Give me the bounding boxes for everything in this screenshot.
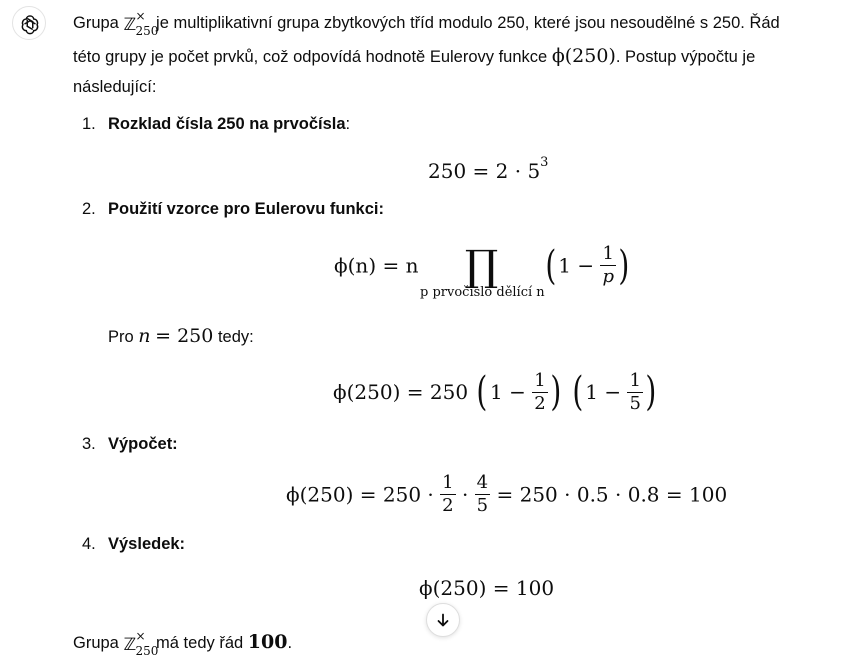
eq-text: ϕ(n) = n (334, 253, 419, 278)
left-paren: ( (544, 242, 556, 289)
fraction (627, 370, 642, 415)
inline-math: ϕ(250) (551, 45, 616, 67)
frac-num: 1 (534, 369, 546, 391)
eq-text: ϕ(250) = 250 · (286, 482, 434, 507)
step-number: 1. (82, 115, 96, 133)
equation-phi-250 (333, 369, 659, 415)
conclusion-value: 100 (247, 631, 288, 653)
step-heading: Výpočet: (108, 435, 178, 453)
frac-den: p (602, 266, 614, 287)
intro-text: . Postup výpočtu je (615, 48, 756, 66)
group-symbol (123, 629, 159, 658)
pro-text: tedy: (217, 328, 254, 346)
right-paren: ) (618, 242, 630, 289)
equation-euler-formula (334, 241, 632, 290)
conclusion-text: . (287, 634, 293, 652)
group-symbol (123, 9, 159, 38)
eq-text: = 250 · 0.5 · 0.8 = 100 (496, 482, 728, 507)
frac-den: 2 (442, 495, 454, 516)
intro-line-2 (73, 42, 755, 72)
group-base: ℤ (123, 635, 137, 655)
scroll-down-button[interactable] (426, 603, 460, 637)
right-paren: ) (645, 369, 657, 415)
fraction (475, 472, 490, 517)
eq-text: 1 − (558, 253, 595, 278)
fraction (440, 472, 455, 517)
intro-line-1 (73, 9, 780, 38)
frac-num: 1 (442, 472, 454, 493)
equation-computation (286, 472, 727, 517)
eq-text: 250 = 2 · 5 (428, 159, 541, 183)
left-paren: ( (571, 369, 583, 415)
pro-text: Pro (108, 328, 134, 346)
pro-line (108, 322, 254, 352)
intro-line-3: následující: (73, 78, 157, 96)
group-sub: 250 (135, 644, 159, 658)
right-paren: ) (550, 369, 561, 415)
fraction (532, 370, 547, 415)
eq-text: 1 − (490, 380, 526, 404)
intro-text: je multiplikativní grupa zbytkových tříd modulo 250, které jsou nesoudělné s 250. Řád (156, 14, 780, 32)
frac-den: 2 (534, 392, 546, 414)
eq-text: 1 − (585, 380, 622, 404)
step-heading (108, 115, 350, 134)
eq-text: ϕ(250) = 250 (333, 380, 469, 404)
step-number: 2. (82, 200, 96, 218)
arrow-down-icon (435, 612, 451, 628)
step-heading: Výsledek: (108, 535, 186, 553)
group-sub: 250 (135, 24, 159, 38)
left-paren: ( (476, 369, 488, 415)
conclusion-text: Grupa (73, 634, 119, 652)
step-number: 4. (82, 535, 96, 553)
step-heading-suffix: : (345, 115, 351, 133)
conclusion-text: má tedy řád (156, 634, 244, 652)
assistant-avatar (12, 6, 46, 40)
frac-den: 5 (629, 392, 641, 414)
fraction (600, 243, 616, 288)
equation-factorization (428, 155, 549, 183)
step-heading: Použití vzorce pro Eulerovu funkci: (108, 200, 384, 218)
product-symbol: ∏ (464, 241, 499, 290)
group-base: ℤ (123, 15, 137, 35)
frac-num: 1 (602, 243, 614, 264)
pro-var: n (138, 325, 151, 347)
product-subscript: p prvočíslo dělící n (420, 285, 545, 300)
frac-den: 5 (476, 495, 489, 516)
frac-num: 1 (629, 369, 641, 391)
group-sup: × (135, 629, 146, 643)
frac-num: 4 (476, 472, 489, 493)
equation-result: ϕ(250) = 100 (419, 576, 555, 600)
eq-text: · (461, 482, 469, 507)
group-sup: × (135, 9, 146, 23)
step-number: 3. (82, 435, 96, 453)
intro-text: Grupa (73, 14, 119, 32)
pro-value: = 250 (155, 325, 214, 347)
openai-logo-icon (19, 13, 41, 35)
eq-exponent: 3 (540, 155, 549, 171)
step-heading-text: Rozklad čísla 250 na prvočísla (108, 115, 346, 133)
intro-text: této grupy je počet prvků, což odpovídá hodnotě Eulerovy funkce (73, 48, 548, 66)
